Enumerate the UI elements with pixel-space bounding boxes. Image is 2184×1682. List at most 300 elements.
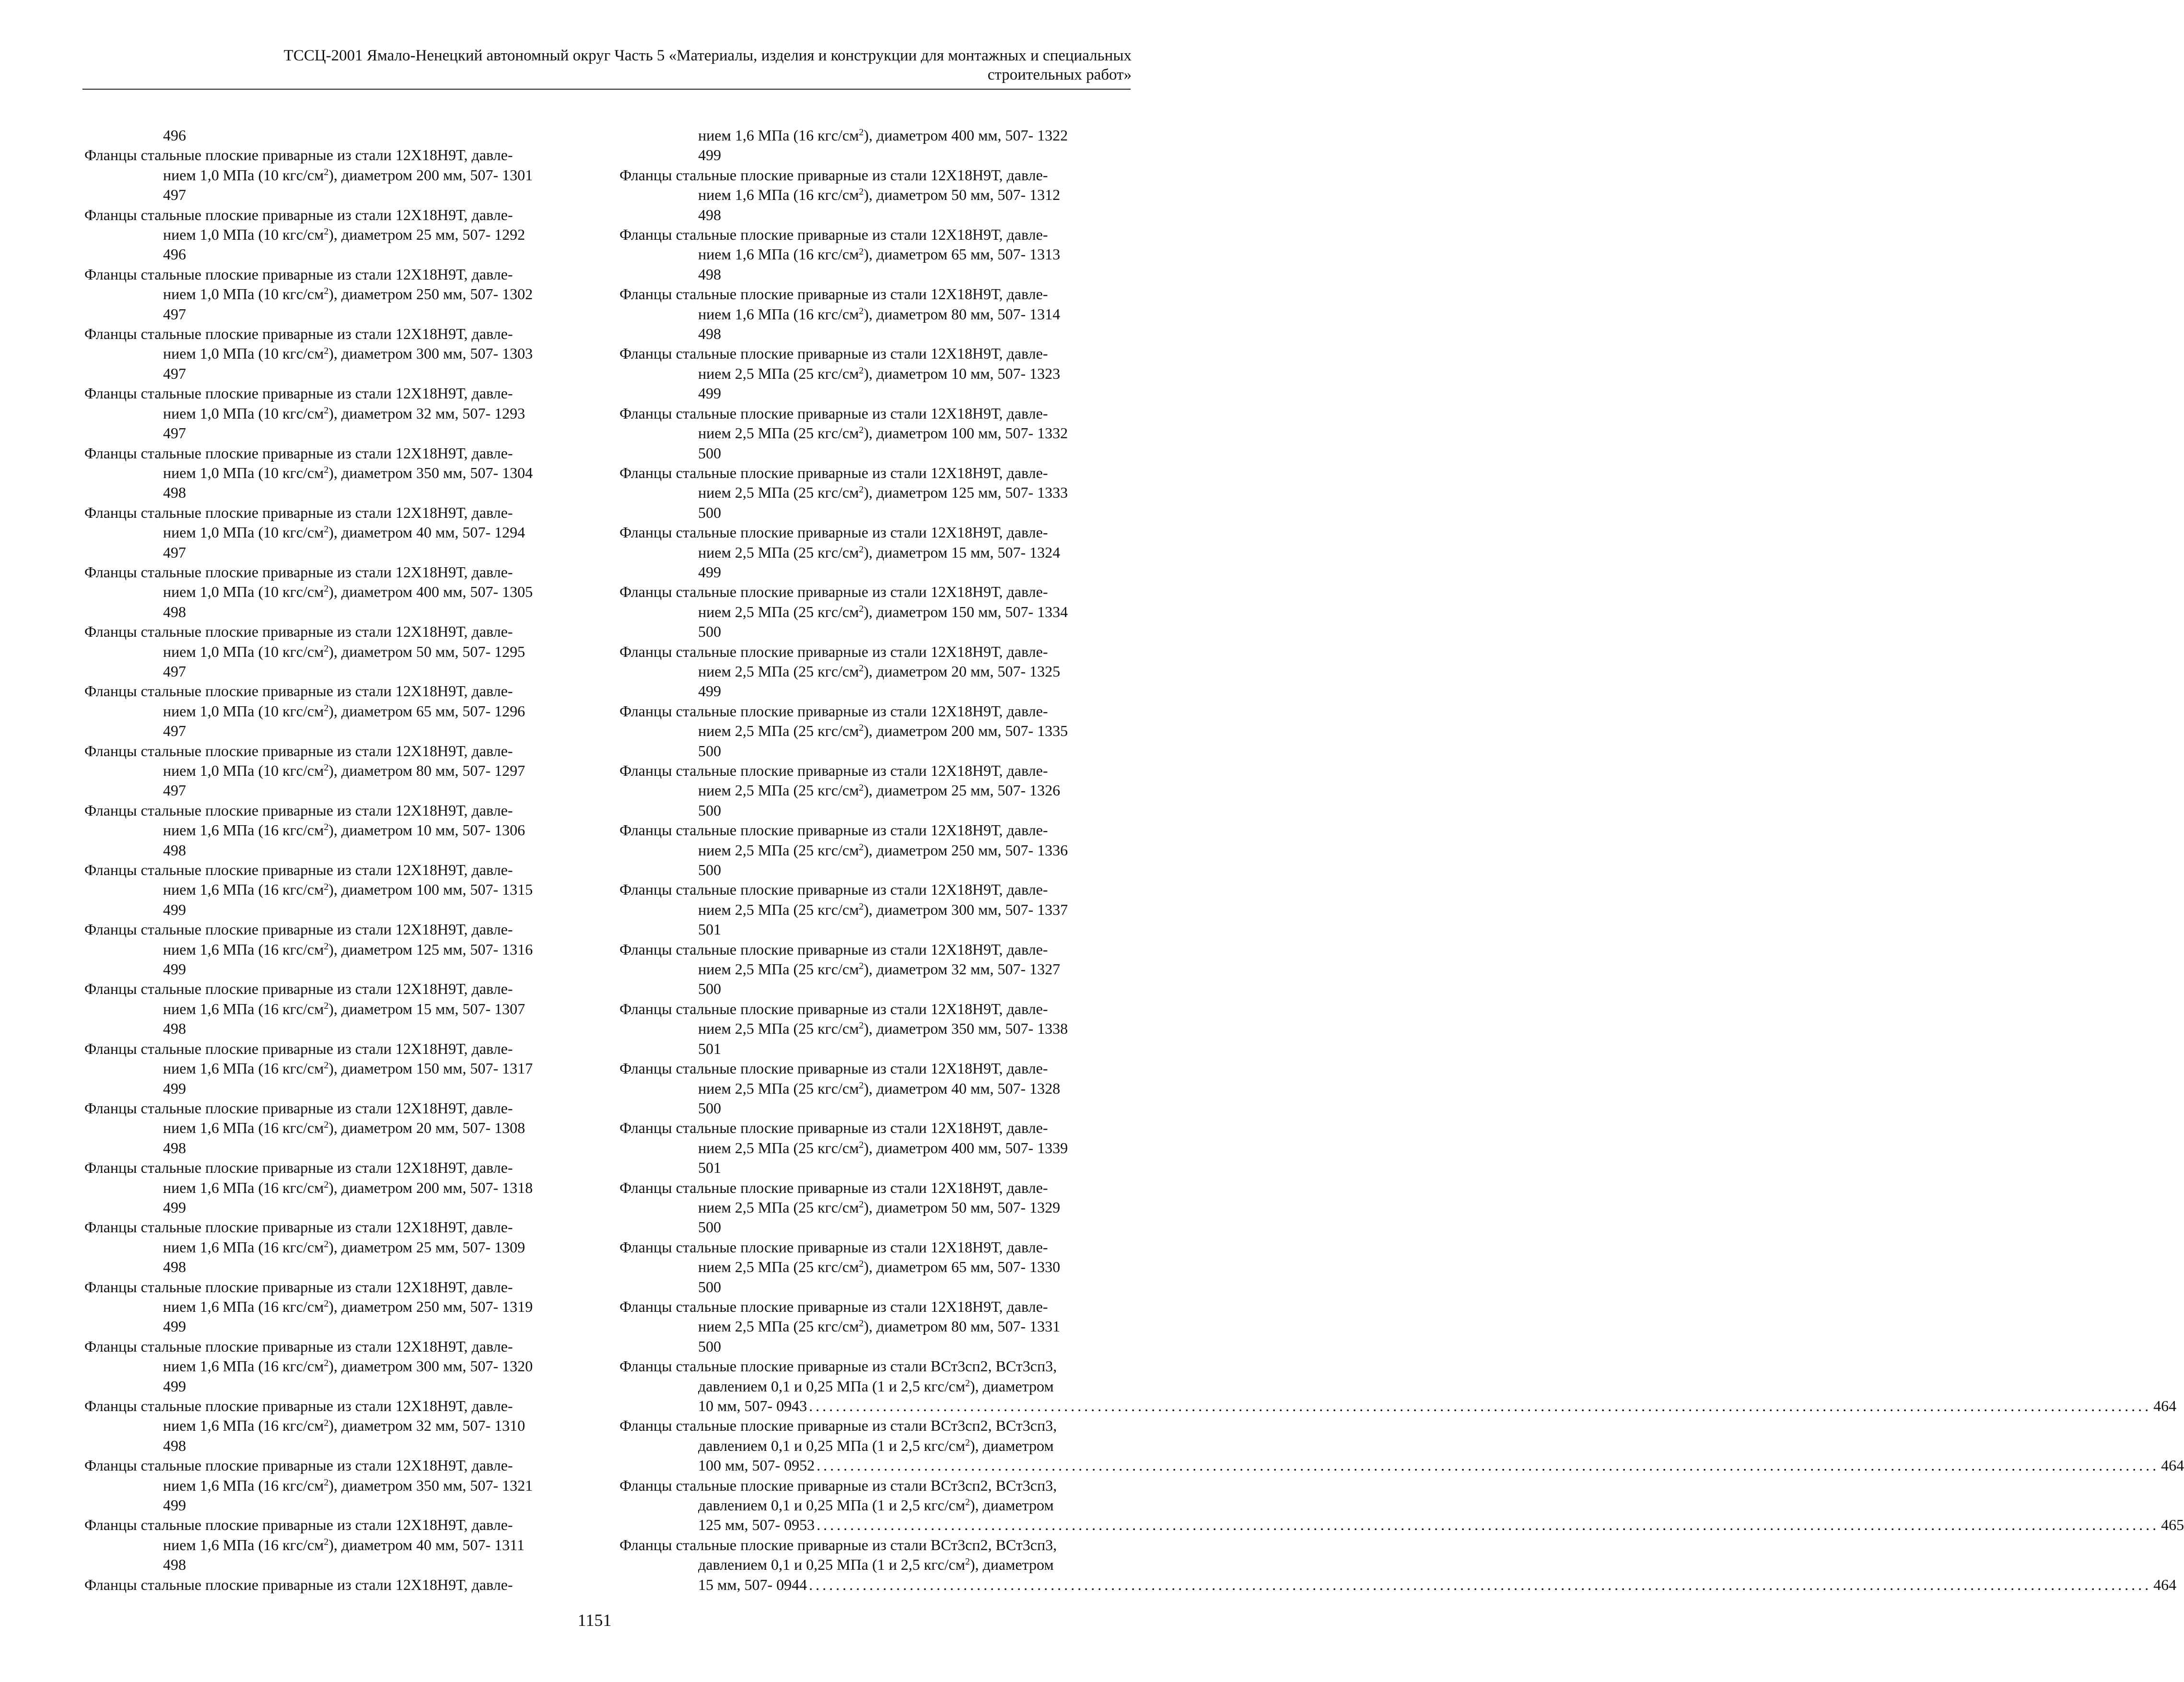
index-entry xyxy=(619,344,1133,403)
entry-detail-tail: ), диаметром 80 мм, 507- 1297 xyxy=(328,762,526,779)
entry-detail-tail: ), диаметром 10 мм, 507- 1306 xyxy=(328,821,526,839)
entry-page-ref: 464 xyxy=(2161,1457,2184,1474)
entry-title: Фланцы стальные плоские приварные из стали 12Х18Н9Т, давле- xyxy=(84,1337,513,1355)
entry-detail-text: нием 1,0 МПа (10 кгс/см xyxy=(163,166,324,184)
entry-detail-text: нием 1,0 МПа (10 кгс/см xyxy=(163,702,324,720)
entry-detail xyxy=(619,1317,1133,1336)
entry-detail-text: нием 1,6 МПа (16 кгс/см xyxy=(698,186,859,204)
entry-detail-text: нием 1,6 МПа (16 кгс/см xyxy=(163,1238,324,1256)
entry-detail xyxy=(619,1495,1133,1515)
superscript: 2 xyxy=(859,1199,864,1210)
entry-title: Фланцы стальные плоские приварные из стали 12Х18Н9Т, давле- xyxy=(84,1397,513,1414)
superscript: 2 xyxy=(324,1298,329,1309)
entry-detail-tail: ), диаметром 350 мм, 507- 1304 xyxy=(328,464,533,481)
entry-detail-text: нием 1,6 МПа (16 кгс/см xyxy=(163,1119,324,1137)
superscript: 2 xyxy=(324,226,329,237)
entry-detail xyxy=(84,1416,598,1436)
entry-title: Фланцы стальные плоские приварные из стали 12Х18Н9Т, давле- xyxy=(619,1119,1048,1137)
entry-title: Фланцы стальные плоские приварные из стали 12Х18Н9Т, давле- xyxy=(619,940,1048,958)
index-entry xyxy=(619,940,1133,999)
entry-page-ref: 497 xyxy=(163,424,186,442)
header-line-1: ТССЦ-2001 Ямало-Ненецкий автономный округ Часть 5 «Материалы, изделия и конструкции для монтажных и специальных xyxy=(283,47,1132,64)
superscript: 2 xyxy=(859,723,864,734)
entry-detail-tail: ), диаметром 32 мм, 507- 1293 xyxy=(328,404,526,422)
superscript: 2 xyxy=(324,1417,329,1428)
entry-title: Фланцы стальные плоские приварные из стали 12Х18Н9Т, давле- xyxy=(619,524,1048,541)
entry-detail-text: нием 2,5 МПа (25 кгс/см xyxy=(698,543,859,561)
entry-detail xyxy=(84,165,598,185)
entry-page-ref: 497 xyxy=(163,722,186,740)
entry-code: 125 мм, 507- 0953 xyxy=(698,1516,815,1534)
index-entry xyxy=(619,880,1133,939)
index-entry xyxy=(619,999,1133,1059)
entry-detail-text: нием 1,6 МПа (16 кгс/см xyxy=(163,1476,324,1494)
entry-title: Фланцы стальные плоские приварные из стали 12Х18Н9Т, давле- xyxy=(84,1040,513,1057)
index-entry xyxy=(84,384,598,443)
entry-code: 100 мм, 507- 0952 xyxy=(698,1457,815,1474)
entry-detail-text: нием 1,6 МПа (16 кгс/см xyxy=(698,245,859,263)
entry-page-ref: 499 xyxy=(163,1079,186,1097)
entry-detail xyxy=(619,483,1133,502)
entry-detail xyxy=(84,761,598,781)
entry-detail-tail: ), диаметром 50 мм, 507- 1295 xyxy=(328,642,526,660)
entry-detail-tail: ), диаметром xyxy=(969,1437,1054,1454)
entry-detail xyxy=(619,959,1133,979)
entry-page-ref: 498 xyxy=(163,1437,186,1454)
entry-detail xyxy=(619,543,1133,562)
entry-detail xyxy=(84,284,598,304)
entry-detail-tail: ), диаметром 65 мм, 507- 1313 xyxy=(864,245,1061,263)
entry-detail-tail: ), диаметром 200 мм, 507- 1318 xyxy=(328,1179,533,1196)
entry-page-ref: 499 xyxy=(163,1377,186,1395)
entry-title: Фланцы стальные плоские приварные из стали 12Х18Н9Т, давле- xyxy=(619,1000,1048,1017)
entry-detail xyxy=(619,185,1133,205)
entry-page-ref: 500 xyxy=(698,623,721,641)
superscript: 2 xyxy=(859,961,864,972)
continued-entry xyxy=(619,126,1133,145)
index-entry xyxy=(619,1118,1133,1178)
entry-detail-tail: ), диаметром 100 мм, 507- 1332 xyxy=(864,424,1068,442)
entry-page-ref: 498 xyxy=(163,1258,186,1276)
entry-detail-text: нием 1,0 МПа (10 кгс/см xyxy=(163,762,324,779)
index-entry xyxy=(619,463,1133,523)
superscript: 2 xyxy=(965,1378,970,1389)
entry-detail-tail: ), диаметром 32 мм, 507- 1327 xyxy=(864,960,1061,978)
entry-detail-tail: ), диаметром 300 мм, 507- 1320 xyxy=(328,1357,533,1375)
entry-detail xyxy=(84,1118,598,1138)
entry-page-ref: 500 xyxy=(698,1099,721,1117)
entry-page-ref: 498 xyxy=(163,1556,186,1574)
entry-detail xyxy=(84,1059,598,1078)
index-entry xyxy=(84,1098,598,1158)
entry-detail-text: нием 2,5 МПа (25 кгс/см xyxy=(698,424,859,442)
entry-page-ref: 498 xyxy=(698,265,721,283)
entry-detail xyxy=(619,662,1133,681)
index-entry xyxy=(84,681,598,741)
entry-detail-text: давлением 0,1 и 0,25 МПа (1 и 2,5 кгс/см xyxy=(698,1437,965,1454)
entry-title: Фланцы стальные плоские приварные из стали 12Х18Н9Т, давле- xyxy=(84,921,513,938)
entry-title: Фланцы стальные плоские приварные из стали 12Х18Н9Т, давле- xyxy=(84,742,513,759)
entry-detail-text: нием 1,6 МПа (16 кгс/см xyxy=(163,1060,324,1077)
entry-page-ref: 500 xyxy=(698,1218,721,1236)
entry-detail-text: давлением 0,1 и 0,25 МПа (1 и 2,5 кгс/см xyxy=(698,1556,965,1574)
entry-detail-tail: ), диаметром 50 мм, 507- 1329 xyxy=(864,1198,1061,1216)
index-entry xyxy=(84,562,598,622)
index-entry xyxy=(84,860,598,920)
entry-title: Фланцы стальные плоские приварные из стали 12Х18Н9Т, давле- xyxy=(619,702,1048,720)
entry-title: Фланцы стальные плоские приварные из стали 12Х18Н9Т, давле- xyxy=(619,404,1048,422)
index-entry xyxy=(84,503,598,562)
entry-title: Фланцы стальные плоские приварные из стали 12Х18Н9Т, давле- xyxy=(84,861,513,879)
entry-detail-tail: ), диаметром 25 мм, 507- 1309 xyxy=(328,1238,526,1256)
entry-detail-text: нием 1,6 МПа (16 кгс/см xyxy=(163,881,324,899)
index-entry xyxy=(619,1416,2184,1475)
entry-title: Фланцы стальные плоские приварные из стали 12Х18Н9Т, давле- xyxy=(84,444,513,462)
entry-page-ref: 500 xyxy=(698,503,721,521)
entry-detail-text: нием 2,5 МПа (25 кгс/см xyxy=(698,1318,859,1335)
entry-title: Фланцы стальные плоские приварные из стали 12Х18Н9Т, давле- xyxy=(84,1099,513,1117)
entry-title: Фланцы стальные плоские приварные из стали 12Х18Н9Т, давле- xyxy=(619,642,1048,660)
entry-detail-tail: ), диаметром 80 мм, 507- 1331 xyxy=(864,1318,1061,1335)
entry-title: Фланцы стальные плоские приварные из стали 12Х18Н9Т, давле- xyxy=(84,325,513,343)
entry-detail-tail: ), диаметром 25 мм, 507- 1326 xyxy=(864,782,1061,799)
index-entry xyxy=(619,404,1133,463)
entry-detail xyxy=(84,1178,598,1198)
entry-title: Фланцы стальные плоские приварные из стали 12Х18Н9Т, давле- xyxy=(84,623,513,641)
entry-title: Фланцы стальные плоские приварные из стали 12Х18Н9Т, давле- xyxy=(84,682,513,700)
entry-page-ref: 499 xyxy=(163,1496,186,1514)
entry-detail-text: нием 2,5 МПа (25 кгс/см xyxy=(698,1020,859,1038)
entry-page-ref: 500 xyxy=(698,1278,721,1296)
entry-detail-text: нием 2,5 МПа (25 кгс/см xyxy=(698,782,859,799)
index-entry xyxy=(84,920,598,979)
entry-title: Фланцы стальные плоские приварные из стали 12Х18Н9Т, давле- xyxy=(84,503,513,521)
entry-title: Фланцы стальные плоские приварные из стали 12Х18Н9Т, давле- xyxy=(619,464,1048,481)
superscript: 2 xyxy=(859,841,864,853)
entry-detail-tail: ), диаметром 125 мм, 507- 1333 xyxy=(864,484,1068,502)
superscript: 2 xyxy=(324,584,329,595)
superscript: 2 xyxy=(859,187,864,198)
entry-detail-tail: ), диаметром 400 мм, 507- 1339 xyxy=(864,1139,1068,1156)
index-entry xyxy=(619,642,1133,701)
index-entry xyxy=(84,741,598,801)
entry-detail-text: нием 2,5 МПа (25 кгс/см xyxy=(698,662,859,680)
entry-detail-text: нием 2,5 МПа (25 кгс/см xyxy=(698,900,859,918)
entry-page-ref: 501 xyxy=(698,1159,721,1177)
superscript: 2 xyxy=(859,127,864,138)
entry-detail-tail: ), диаметром 150 мм, 507- 1317 xyxy=(328,1060,533,1077)
entry-page-ref: 497 xyxy=(163,662,186,680)
entry-title: Фланцы стальные плоские приварные из стали 12Х18Н9Т, давле- xyxy=(84,1159,513,1177)
entry-detail xyxy=(84,880,598,899)
entry-page-ref: 498 xyxy=(163,484,186,502)
entry-page-ref: 498 xyxy=(163,841,186,859)
index-entry xyxy=(619,1178,1133,1238)
entry-detail xyxy=(619,1079,1133,1098)
entry-page-ref: 500 xyxy=(698,980,721,998)
entry-page-ref: 500 xyxy=(698,742,721,759)
entry-detail-text: нием 1,6 МПа (16 кгс/см xyxy=(163,940,324,958)
superscript: 2 xyxy=(859,663,864,674)
index-entry xyxy=(84,1456,598,1515)
superscript: 2 xyxy=(859,365,864,376)
superscript: 2 xyxy=(859,901,864,912)
entry-detail-tail: ), диаметром xyxy=(969,1496,1054,1514)
entry-detail xyxy=(619,1377,1133,1396)
entry-line-with-leader xyxy=(619,1396,2177,1416)
header-line-2: строительных работ» xyxy=(987,66,1132,83)
entry-detail xyxy=(619,900,1133,920)
entry-detail-tail: ), диаметром 25 мм, 507- 1292 xyxy=(328,226,526,244)
superscript: 2 xyxy=(324,1120,329,1131)
header-rule xyxy=(82,89,1131,90)
index-entry xyxy=(84,801,598,860)
superscript: 2 xyxy=(324,1477,329,1488)
entry-title: Фланцы стальные плоские приварные из стали 12Х18Н9Т, давле- xyxy=(84,206,513,223)
entry-detail-text: нием 2,5 МПа (25 кгс/см xyxy=(698,1079,859,1097)
superscript: 2 xyxy=(324,1358,329,1369)
entry-line-with-leader xyxy=(619,1575,2177,1595)
entry-page-ref: 500 xyxy=(698,444,721,462)
superscript: 2 xyxy=(324,702,329,713)
entry-detail-text: нием 2,5 МПа (25 кгс/см xyxy=(698,484,859,502)
index-entry xyxy=(619,523,1133,582)
entry-title: Фланцы стальные плоские приварные из стали 12Х18Н9Т, давле- xyxy=(619,881,1048,899)
entry-title: Фланцы стальные плоские приварные из стали 12Х18Н9Т, давле- xyxy=(619,166,1048,184)
entry-detail-text: нием 2,5 МПа (25 кгс/см xyxy=(698,364,859,382)
superscript: 2 xyxy=(324,941,329,952)
superscript: 2 xyxy=(859,1080,864,1091)
running-header xyxy=(82,46,1132,84)
entry-page-ref: 498 xyxy=(163,1139,186,1156)
entry-detail-tail: ), диаметром 250 мм, 507- 1319 xyxy=(328,1297,533,1315)
entry-detail-tail: ), диаметром 300 мм, 507- 1303 xyxy=(328,345,533,362)
continued-entry-text: нием 1,6 МПа (16 кгс/см xyxy=(698,127,859,144)
index-entry xyxy=(619,1476,2184,1535)
entry-line-with-leader xyxy=(619,1456,2184,1475)
entry-detail-text: нием 1,0 МПа (10 кгс/см xyxy=(163,524,324,541)
entry-title: Фланцы стальные плоские приварные из стали 12Х18Н9Т, давле- xyxy=(619,583,1048,601)
superscript: 2 xyxy=(859,603,864,614)
entry-code: 15 мм, 507- 0944 xyxy=(698,1576,807,1593)
superscript: 2 xyxy=(324,822,329,833)
entry-detail-tail: ), диаметром 400 мм, 507- 1305 xyxy=(328,583,533,601)
entry-line-with-leader xyxy=(619,1515,2184,1535)
entry-detail-text: нием 2,5 МПа (25 кгс/см xyxy=(698,603,859,620)
dot-leader: ........................................................................................................................................................................................................ xyxy=(817,1457,2160,1474)
entry-detail xyxy=(619,1555,1133,1575)
entry-page-ref: 497 xyxy=(163,186,186,204)
entry-detail xyxy=(619,304,1133,324)
entry-detail-text: нием 2,5 МПа (25 кгс/см xyxy=(698,1258,859,1276)
entry-detail xyxy=(84,582,598,602)
index-entry xyxy=(619,761,1133,820)
entry-detail xyxy=(84,1535,598,1555)
trailing-entry-title: Фланцы стальные плоские приварные из стали 12Х18Н9Т, давле- xyxy=(84,1576,513,1593)
entry-page-ref: 497 xyxy=(163,543,186,561)
index-entry xyxy=(84,205,598,265)
entry-detail-text: нием 1,0 МПа (10 кгс/см xyxy=(163,583,324,601)
entry-detail-tail: ), диаметром 40 мм, 507- 1294 xyxy=(328,524,526,541)
entry-detail xyxy=(84,1297,598,1317)
superscript: 2 xyxy=(324,881,329,892)
entry-detail xyxy=(619,841,1133,860)
superscript: 2 xyxy=(859,305,864,316)
entry-page-ref: 497 xyxy=(163,782,186,799)
entry-detail xyxy=(84,1356,598,1376)
dot-leader: ........................................................................................................................................................................................................ xyxy=(809,1576,2152,1593)
index-entry xyxy=(619,701,1133,761)
entry-title: Фланцы стальные плоские приварные из стали 12Х18Н9Т, давле- xyxy=(84,1278,513,1296)
entry-title: Фланцы стальные плоские приварные из стали 12Х18Н9Т, давле- xyxy=(84,146,513,164)
index-entry xyxy=(619,820,1133,880)
entry-detail xyxy=(619,364,1133,384)
entry-page-ref: 499 xyxy=(163,900,186,918)
entry-detail xyxy=(619,1257,1133,1277)
entry-page-ref: 500 xyxy=(698,801,721,819)
entry-page-ref: 498 xyxy=(163,1020,186,1038)
superscript: 2 xyxy=(859,1259,864,1270)
superscript: 2 xyxy=(859,1139,864,1150)
index-entry xyxy=(619,225,1133,284)
superscript: 2 xyxy=(859,484,864,495)
entry-page-ref: 501 xyxy=(698,1040,721,1057)
entry-title: Фланцы стальные плоские приварные из стали ВСт3сп2, ВСт3сп3, xyxy=(619,1357,1057,1375)
index-entry xyxy=(619,1297,1133,1356)
entry-page-ref: 500 xyxy=(698,1337,721,1355)
entry-detail-tail: ), диаметром 350 мм, 507- 1321 xyxy=(328,1476,533,1494)
entry-detail xyxy=(84,940,598,959)
index-entry xyxy=(619,1356,2177,1416)
entry-title: Фланцы стальные плоские приварные из стали 12Х18Н9Т, давле- xyxy=(619,1238,1048,1256)
entry-page-ref: 496 xyxy=(163,245,186,263)
entry-detail-text: нием 2,5 МПа (25 кгс/см xyxy=(698,960,859,978)
page-number: 1151 xyxy=(577,1611,612,1630)
entry-detail-tail: ), диаметром 350 мм, 507- 1338 xyxy=(864,1020,1068,1038)
entry-detail-tail: ), диаметром 125 мм, 507- 1316 xyxy=(328,940,533,958)
entry-detail xyxy=(619,1436,1133,1456)
entry-detail-text: нием 1,0 МПа (10 кгс/см xyxy=(163,226,324,244)
entry-page-ref: 464 xyxy=(2153,1397,2177,1414)
superscript: 2 xyxy=(324,1536,329,1547)
entry-page-ref: 499 xyxy=(698,385,721,402)
dot-leader: ........................................................................................................................................................................................................ xyxy=(809,1397,2152,1414)
index-entry xyxy=(84,444,598,503)
index-entry xyxy=(619,1238,1133,1297)
entry-detail-text: нием 1,6 МПа (16 кгс/см xyxy=(163,1000,324,1017)
entry-detail xyxy=(619,245,1133,264)
entry-detail-tail: ), диаметром 32 мм, 507- 1310 xyxy=(328,1417,526,1435)
entry-detail-text: нием 1,0 МПа (10 кгс/см xyxy=(163,404,324,422)
entry-page-ref: 499 xyxy=(163,960,186,978)
superscript: 2 xyxy=(859,1318,864,1329)
entry-detail-tail: ), диаметром 250 мм, 507- 1302 xyxy=(328,285,533,303)
entry-detail-tail: ), диаметром 80 мм, 507- 1314 xyxy=(864,305,1061,323)
entry-detail-tail: ), диаметром 40 мм, 507- 1311 xyxy=(328,1536,525,1554)
entry-detail xyxy=(84,225,598,245)
index-entry xyxy=(84,1396,598,1456)
entry-detail xyxy=(619,423,1133,443)
entry-title: Фланцы стальные плоские приварные из стали ВСт3сп2, ВСт3сп3, xyxy=(619,1417,1057,1435)
entry-detail xyxy=(619,721,1133,741)
superscript: 2 xyxy=(324,405,329,416)
entry-title: Фланцы стальные плоские приварные из стали 12Х18Н9Т, давле- xyxy=(619,1060,1048,1077)
entry-title: Фланцы стальные плоские приварные из стали 12Х18Н9Т, давле- xyxy=(84,1516,513,1534)
entry-page-ref: 497 xyxy=(163,364,186,382)
entry-detail-text: нием 1,0 МПа (10 кгс/см xyxy=(163,285,324,303)
entry-title: Фланцы стальные плоские приварные из стали 12Х18Н9Т, давле- xyxy=(84,265,513,283)
entry-detail-tail: ), диаметром 20 мм, 507- 1325 xyxy=(864,662,1061,680)
entry-title: Фланцы стальные плоские приварные из стали 12Х18Н9Т, давле- xyxy=(619,1179,1048,1196)
entry-page-ref: 500 xyxy=(698,861,721,879)
entry-detail-tail: ), диаметром 200 мм, 507- 1335 xyxy=(864,722,1068,740)
entry-title: Фланцы стальные плоские приварные из стали 12Х18Н9Т, давле- xyxy=(619,762,1048,779)
entry-detail-tail: ), диаметром 65 мм, 507- 1296 xyxy=(328,702,526,720)
superscript: 2 xyxy=(859,1020,864,1031)
entry-detail-text: нием 1,6 МПа (16 кгс/см xyxy=(163,1536,324,1554)
entry-detail-text: давлением 0,1 и 0,25 МПа (1 и 2,5 кгс/см xyxy=(698,1377,965,1395)
entry-detail xyxy=(619,1198,1133,1217)
superscript: 2 xyxy=(324,643,329,654)
entry-detail-text: нием 2,5 МПа (25 кгс/см xyxy=(698,841,859,859)
entry-detail xyxy=(619,1019,1133,1039)
index-entry xyxy=(619,1535,2177,1595)
entry-detail xyxy=(619,1138,1133,1158)
entry-title: Фланцы стальные плоские приварные из стали 12Х18Н9Т, давле- xyxy=(84,980,513,998)
entry-page-ref: 498 xyxy=(163,603,186,620)
entry-title: Фланцы стальные плоские приварные из стали 12Х18Н9Т, давле- xyxy=(619,345,1048,362)
entry-detail-tail: ), диаметром xyxy=(969,1377,1054,1395)
entry-title: Фланцы стальные плоские приварные из стали ВСт3сп2, ВСт3сп3, xyxy=(619,1476,1057,1494)
index-column-left xyxy=(84,126,598,1595)
entry-detail-text: давлением 0,1 и 0,25 МПа (1 и 2,5 кгс/см xyxy=(698,1496,965,1514)
entry-detail-text: нием 1,6 МПа (16 кгс/см xyxy=(163,1179,324,1196)
entry-title: Фланцы стальные плоские приварные из стали 12Х18Н9Т, давле- xyxy=(84,563,513,581)
index-entry xyxy=(84,1039,598,1098)
entry-title: Фланцы стальные плоские приварные из стали 12Х18Н9Т, давле- xyxy=(619,1297,1048,1315)
entry-detail-text: нием 1,6 МПа (16 кгс/см xyxy=(163,1357,324,1375)
entry-detail xyxy=(84,1476,598,1495)
entry-detail xyxy=(619,602,1133,622)
entry-detail xyxy=(84,642,598,662)
entry-page-ref: 498 xyxy=(698,206,721,223)
index-column-right xyxy=(619,126,2184,1595)
entry-page-ref: 499 xyxy=(698,682,721,700)
leading-page-ref: 496 xyxy=(163,127,186,144)
index-entry xyxy=(84,1337,598,1396)
entry-detail-tail: ), диаметром 15 мм, 507- 1307 xyxy=(328,1000,526,1017)
index-entry xyxy=(84,622,598,681)
index-entry xyxy=(84,145,598,205)
entry-detail-text: нием 2,5 МПа (25 кгс/см xyxy=(698,1139,859,1156)
dot-leader: ........................................................................................................................................................................................................ xyxy=(817,1516,2160,1534)
superscript: 2 xyxy=(324,762,329,773)
entry-detail-tail: ), диаметром 40 мм, 507- 1328 xyxy=(864,1079,1061,1097)
superscript: 2 xyxy=(324,1000,329,1011)
superscript: 2 xyxy=(859,782,864,793)
entry-detail-tail: ), диаметром 150 мм, 507- 1334 xyxy=(864,603,1068,620)
superscript: 2 xyxy=(965,1437,970,1448)
entry-detail-tail: ), диаметром 15 мм, 507- 1324 xyxy=(864,543,1061,561)
index-entry xyxy=(84,1217,598,1277)
entry-detail xyxy=(84,463,598,483)
entry-detail-tail: ), диаметром xyxy=(969,1556,1054,1574)
entry-detail xyxy=(84,1238,598,1257)
index-entry xyxy=(84,1515,598,1575)
superscript: 2 xyxy=(859,425,864,436)
entry-title: Фланцы стальные плоские приварные из стали 12Х18Н9Т, давле- xyxy=(619,285,1048,303)
superscript: 2 xyxy=(965,1497,970,1508)
